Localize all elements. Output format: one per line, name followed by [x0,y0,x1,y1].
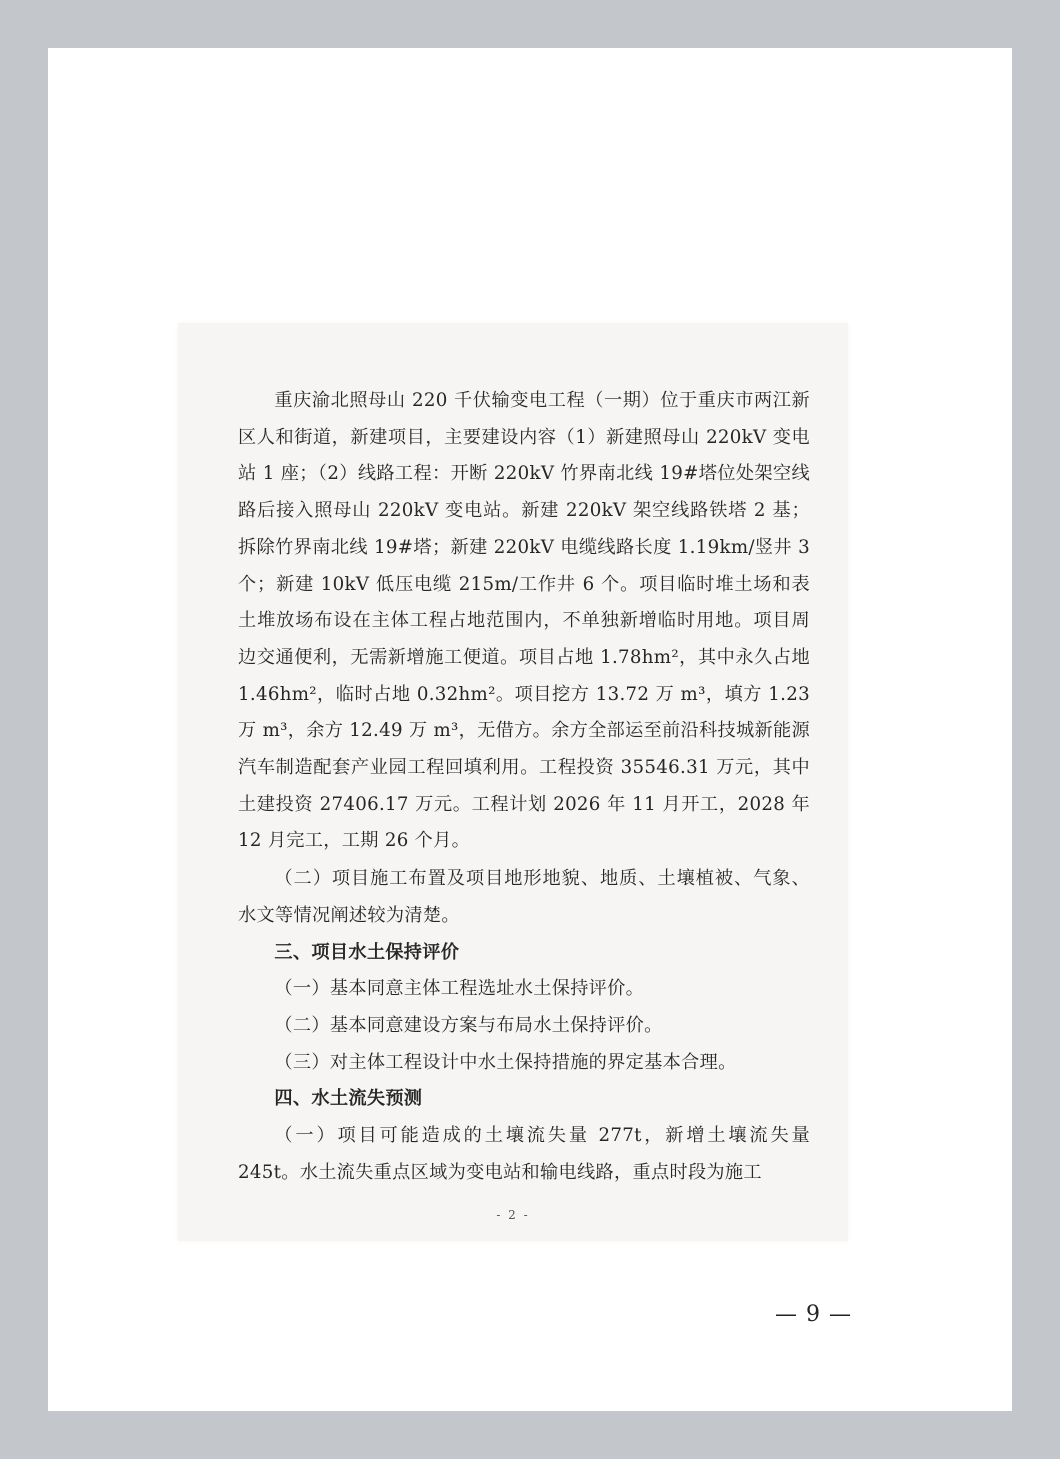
construction-layout-paragraph: （二）项目施工布置及项目地形地貌、地质、土壤植被、气象、水文等情况阐述较为清楚。 [238,868,810,926]
section-three-heading: 三、项目水土保持评价 [274,941,460,963]
section-three-item: （二）基本同意建设方案与布局水土保持评价。 [274,1014,663,1036]
scanned-page [178,323,848,1241]
project-overview-paragraph: 重庆渝北照母山 220 千伏输变电工程（一期）位于重庆市两江新区人和街道，新建项目，主要建设内容（1）新建照母山 220kV 变电站 1 座；（2）线路工程：开断 220kV 竹界南北线 19#塔位处架空线路后接入照母山 220kV 变电站。新建 220kV 架空线路铁塔 2 基；拆除竹界南北线 19#塔；新建 220kV 电缆线路长度 1.19km/竖井 3 个；新建 10kV 低压电缆 215m/工作井 6 个。项目临时堆土场和表土堆放场布设在主体工程占地范围内，不单独新增临时用地。项目周边交通便利，无需新增施工便道。项目占地 1.78hm²，其中永久占地 1.46hm²，临时占地 0.32hm²。项目挖方 13.72 万 m³，填方 1.23 万 m³，余方 12.49 万 m³，无借方。余方全部运至前沿科技城新能源汽车制造配套产业园工程回填利用。工程投资 35546.31 万元，其中土建投资 27406.17 万元。工程计划 2026 年 11 月开工，2028 年 12 月完工，工期 26 个月。 [238,390,810,852]
section-three-item: （一）基本同意主体工程选址水土保持评价。 [274,978,645,1000]
scanned-text-block [238,383,810,1191]
section-four-heading: 四、水土流失预测 [274,1088,423,1110]
page-number: — 9 — [775,1302,852,1327]
section-three-item: （三）对主体工程设计中水土保持措施的界定基本合理。 [274,1051,737,1073]
document-page [48,48,1012,1411]
scanned-page-number: - 2 - [496,1208,530,1222]
section-four-item: （一）项目可能造成的土壤流失量 277t，新增土壤流失量 245t。水土流失重点区域为变电站和输电线路，重点时段为施工 [238,1125,810,1183]
